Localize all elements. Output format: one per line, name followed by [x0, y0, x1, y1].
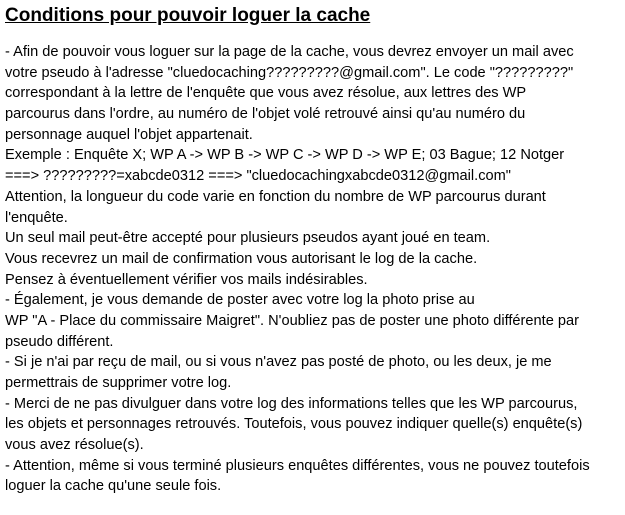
text-line: Un seul mail peut-être accepté pour plusieurs pseudos ayant joué en team.: [5, 230, 491, 247]
text-line: - Attention, même si vous terminé plusieurs enquêtes différentes, vous ne pouvez toutefois: [5, 457, 590, 474]
text-line: loguer la cache qu'une seule fois.: [5, 478, 222, 495]
document: [5, 4, 621, 497]
page-title: Conditions pour pouvoir loguer la cache: [5, 5, 371, 26]
text-line: permettrais de supprimer votre log.: [5, 375, 232, 391]
text-line: WP "A - Place du commissaire Maigret". N'oubliez pas de poster une photo différente par: [5, 312, 579, 329]
conditions-text: [5, 42, 621, 497]
text-line: votre pseudo à l'adresse "cluedocaching?????????@gmail.com". Le code "?????????": [5, 64, 574, 81]
text-line: Pensez à éventuellement vérifier vos mails indésirables.: [5, 271, 368, 288]
text-line: - Également, je vous demande de poster avec votre log la photo prise au: [5, 292, 475, 309]
example-line: Exemple : Enquête X; WP A -> WP B -> WP C -> WP D -> WP E; 03 Bague; 12 Notger: [5, 147, 565, 164]
text-line: l'enquête.: [5, 209, 68, 226]
text-line: parcourus dans l'ordre, au numéro de l'objet volé retrouvé ainsi qu'au numéro du: [5, 106, 526, 123]
text-line: les objets et personnages retrouvés. Toutefois, vous pouvez indiquer quelle(s) enquête(s): [5, 416, 583, 433]
text-line: correspondant à la lettre de l'enquête que vous avez résolue, aux lettres des WP: [5, 85, 527, 102]
text-line: - Si je n'ai par reçu de mail, ou si vous n'avez pas posté de photo, ou les deux, je me: [5, 354, 552, 371]
text-line: vous avez résolue(s).: [5, 437, 144, 454]
text-line: pseudo différent.: [5, 333, 114, 350]
example-line: ===> ?????????=xabcde0312 ===> "cluedocachingxabcde0312@gmail.com": [5, 168, 511, 185]
text-line: - Afin de pouvoir vous loguer sur la page de la cache, vous devrez envoyer un mail avec: [5, 44, 574, 60]
text-line: Vous recevrez un mail de confirmation vous autorisant le log de la cache.: [5, 250, 478, 267]
text-line: personnage auquel l'objet appartenait.: [5, 126, 253, 143]
text-line: Attention, la longueur du code varie en fonction du nombre de WP parcourus durant: [5, 188, 546, 205]
text-line: - Merci de ne pas divulguer dans votre log des informations telles que les WP parcourus,: [5, 395, 578, 412]
